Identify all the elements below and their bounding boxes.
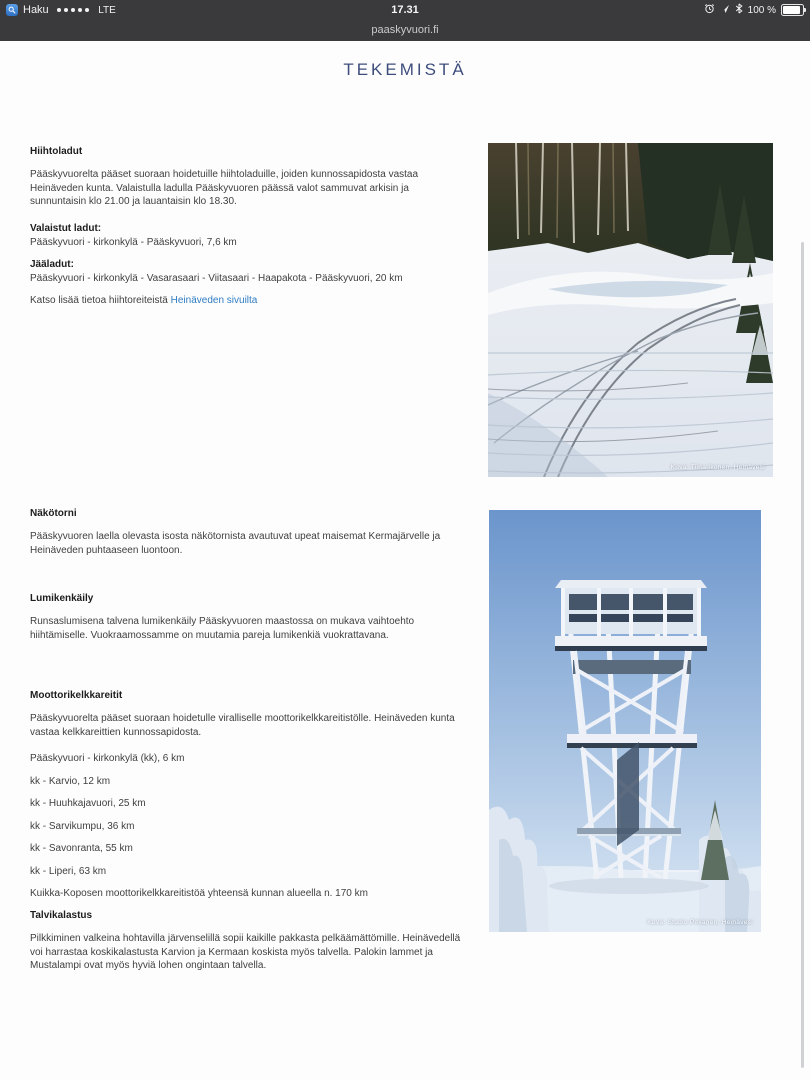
route-summary: Kuikka-Koposen moottorikelkkareitistöä yhteensä kunnan alueella n. 170 km <box>30 888 368 899</box>
section-kelkkareitit <box>30 690 464 914</box>
section-paragraph: Pääskyvuorelta pääset suoraan hoidetulle viralliselle moottorikelkkareitistölle. Heinäveden kunta vastaa kelkkareittien kunnossapidosta. <box>30 713 455 738</box>
section-heading: Lumikenkäily <box>30 593 94 604</box>
section-paragraph: Pääskyvuorelta pääset suoraan hoidetuille hiihtoladuille, joiden kunnossapidosta vastaa Heinäveden kunta. Valaistulla ladulla Pääskyvuoren päässä valot sammuvat arkisin ja sunnuntaisin klo 21.00 ja lauantaisin klo 18.30. <box>30 169 419 207</box>
section-heading: Hiihtoladut <box>30 146 83 157</box>
route-text: Pääskyvuori - kirkonkylä - Vasarasaari - Viitasaari - Haapakota - Pääskyvuori, 20 km <box>30 273 403 284</box>
bluetooth-icon <box>735 1 743 19</box>
ski-track-illustration <box>488 143 773 477</box>
section-heading: Talvikalastus <box>30 910 93 921</box>
back-app-label: Haku <box>23 4 49 16</box>
location-arrow-icon <box>720 1 730 19</box>
link-line <box>30 294 464 308</box>
scrollbar[interactable] <box>801 242 804 1068</box>
status-icons <box>704 3 804 17</box>
route-item: Pääskyvuori - kirkonkylä (kk), 6 km <box>30 753 185 764</box>
link-prefix: Katso lisää tietoa hiihtoreiteistä <box>30 294 171 306</box>
clock-label: 17.31 <box>391 4 419 16</box>
route-item: kk - Karvio, 12 km <box>30 775 111 787</box>
section-paragraph: Pääskyvuoren laella olevasta isosta näkötornista avautuvat upeat maisemat Kermajärvelle ja Heinäveden puhtaaseen luontoon. <box>30 531 441 556</box>
route-list <box>30 752 464 878</box>
sub-label: Jääladut: <box>30 258 74 270</box>
url-text: paaskyvuori.fi <box>371 24 439 36</box>
section-heading: Moottorikelkkareitit <box>30 690 123 701</box>
route-item: kk - Savonranta, 55 km <box>30 843 133 854</box>
sub-label: Valaistut ladut: <box>30 222 102 234</box>
observation-tower-photo <box>489 510 761 932</box>
alarm-clock-icon <box>704 1 715 19</box>
heinavesi-link[interactable]: Heinäveden sivuilta <box>170 294 258 306</box>
section-nakotorni <box>30 508 464 570</box>
photo-caption: Kuva: Tiina Ikonen, Heinävesi <box>670 464 765 471</box>
route-item: kk - Huuhkajavuori, 25 km <box>30 798 146 809</box>
section-lumikenkaily <box>30 593 464 655</box>
section-talvikalastus <box>30 910 464 986</box>
section-paragraph: Runsaslumisena talvena lumikenkäily Pääskyvuoren maastossa on mukava vaihtoehto hiihtämiselle. Vuokraamossamme on muutamia pareja lumikenkiä vuokrattavana. <box>30 616 415 641</box>
battery-percent-label: 100 % <box>747 4 776 16</box>
route-item: kk - Sarvikumpu, 36 km <box>30 820 135 832</box>
route-item: kk - Liperi, 63 km <box>30 865 107 877</box>
battery-icon <box>781 4 804 16</box>
section-paragraph: Pilkkiminen valkeina hohtavilla järvenselillä sopii kaikille pakkasta pelkäämättömille. Heinävedellä voi harrastaa koskikalastusta Karvion ja Kermaan koskista myös talvella. Palokin lammet ja Mustalampi ovat myös hyviä lohen ongintaan talvella. <box>30 933 461 971</box>
status-row <box>0 0 810 20</box>
section-heading: Näkötorni <box>30 508 77 519</box>
page-title: TEKEMISTÄ <box>343 60 467 79</box>
url-bar[interactable] <box>0 20 810 41</box>
section-hiihtoladut <box>30 146 464 320</box>
tower-illustration <box>489 510 761 932</box>
network-label: LTE <box>98 4 116 16</box>
photo-caption: Kuva: Studio Pitkänen, Heinävesi <box>647 919 753 926</box>
ski-track-photo <box>488 143 773 477</box>
status-bar <box>0 0 810 41</box>
route-text: Pääskyvuori - kirkonkylä - Pääskyvuori, 7,6 km <box>30 237 237 248</box>
